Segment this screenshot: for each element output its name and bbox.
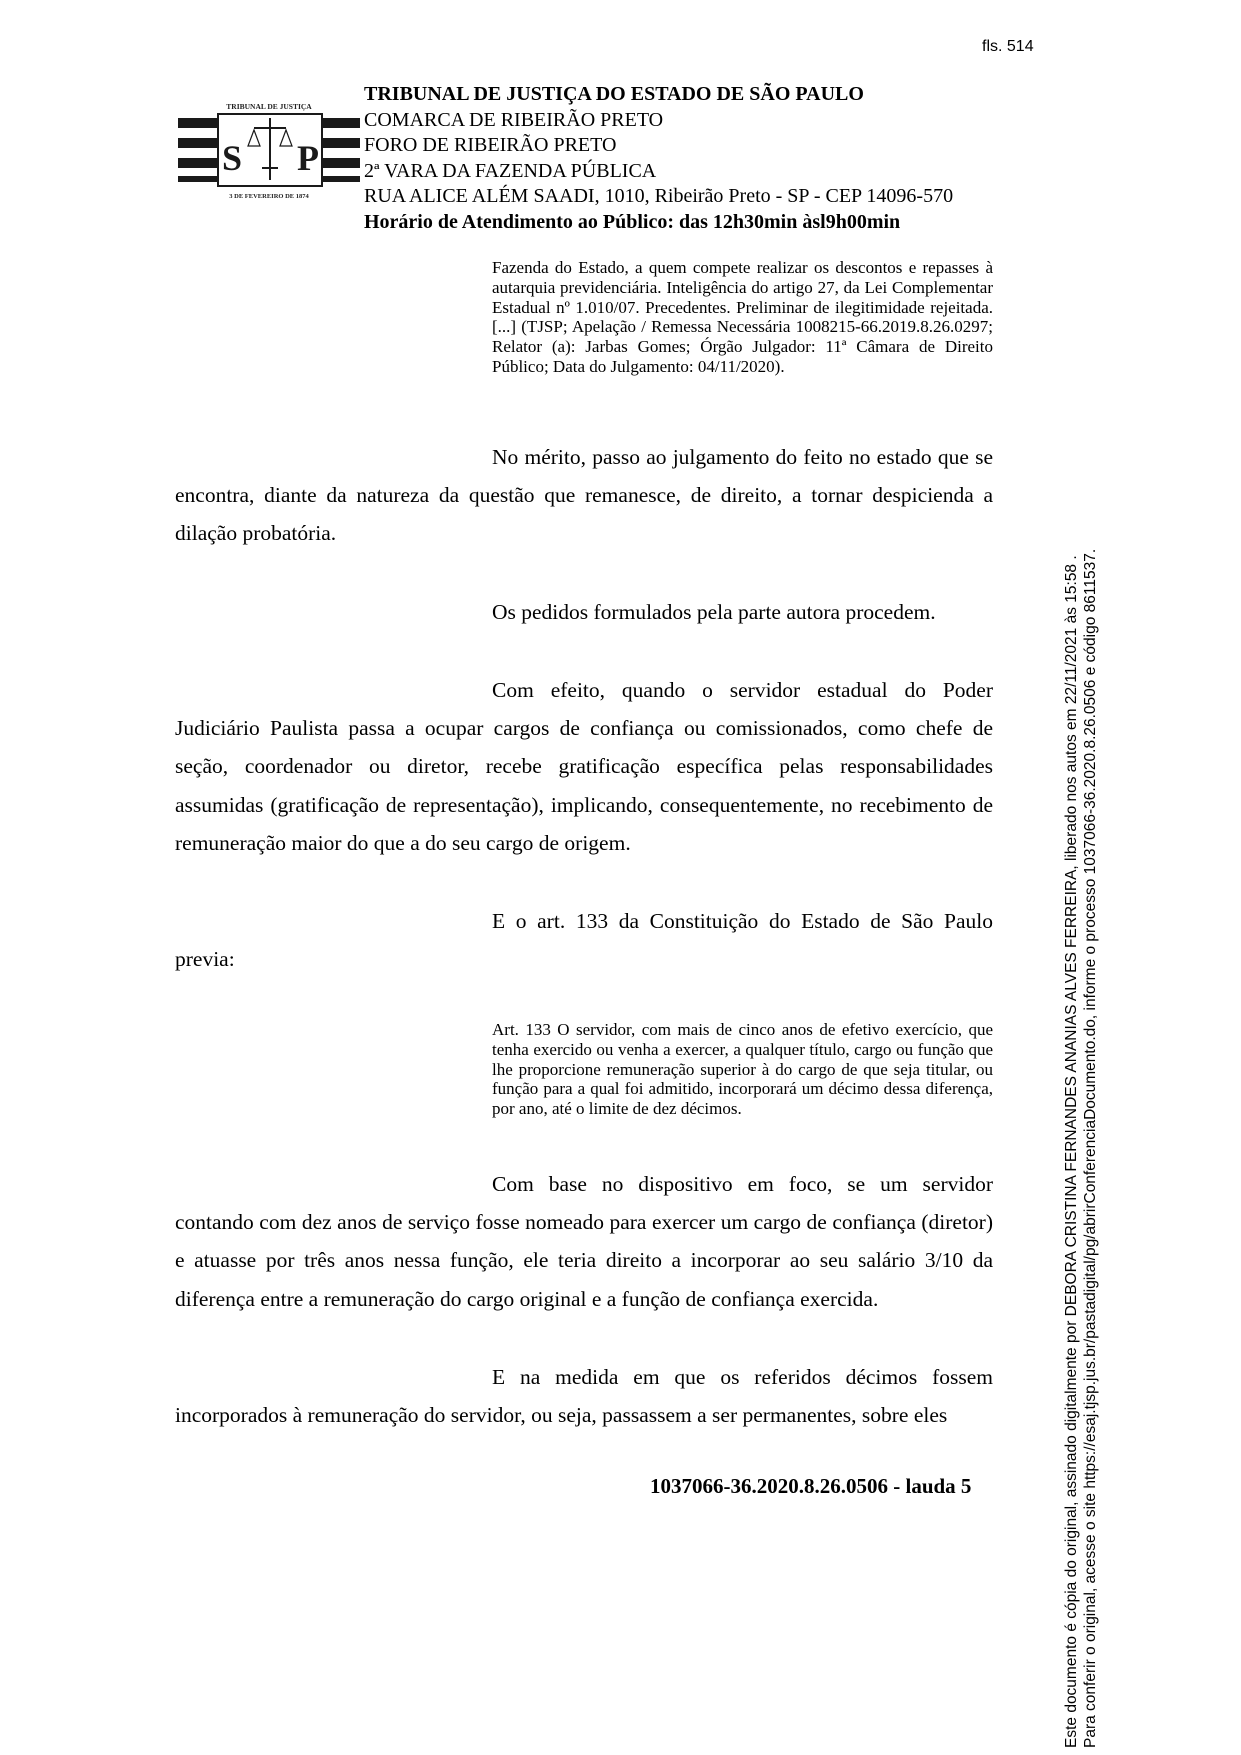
signature-note-line-1: Este documento é cópia do original, assinado digitalmente por DEBORA CRISTINA FERNANDES ANANIAS ALVES FERREIRA, liberado nos autos em 22/11/2021 às 15:58 . (1063, 555, 1080, 1748)
paragraph-art-133-intro: E o art. 133 da Constituição do Estado de São Paulo previa: (175, 909, 993, 972)
svg-text:S: S (221, 138, 243, 178)
process-footer: 1037066-36.2020.8.26.0506 - lauda 5 (650, 1474, 972, 1498)
paragraph-merito: No mérito, passo ao julgamento do feito no estado que se encontra, diante da natureza da questão que remanesce, de direito, a tornar despicienda a dilação probatória. (175, 445, 993, 546)
svg-text:3 DE FEVEREIRO DE 1874: 3 DE FEVEREIRO DE 1874 (229, 193, 309, 200)
paragraph-com-base: Com base no dispositivo em foco, se um servidor contando com dez anos de serviço fosse nomeado para exercer um cargo de confiança (diretor) e atuasse por três anos nessa função, ele teria direito a incorporar ao seu salário 3/10 da diferença entre a remuneração do cargo original e a função de confiança exercida. (175, 1172, 993, 1311)
court-seal-logo (178, 72, 360, 204)
court-name: TRIBUNAL DE JUSTIÇA DO ESTADO DE SÃO PAULO (364, 83, 864, 105)
paragraph-decimos: E na medida em que os referidos décimos fossem incorporados à remuneração do servidor, ou seja, passassem a ser permanentes, sobre eles (175, 1365, 993, 1428)
court-header (364, 82, 953, 235)
svg-text:P: P (297, 138, 319, 178)
foro: FORO DE RIBEIRÃO PRETO (364, 134, 617, 156)
address: RUA ALICE ALÉM SAADI, 1010, Ribeirão Preto - SP - CEP 14096-570 (364, 185, 954, 207)
page-marker: fls. 514 (982, 38, 1034, 55)
paragraph-com-efeito: Com efeito, quando o servidor estadual do Poder Judiciário Paulista passa a ocupar cargos de confiança ou comissionados, como chefe de seção, coordenador ou diretor, recebe gratificação específica pelas responsabilidades assumidas (gratificação de representação), implicando, consequentemente, no recebimento de remuneração maior do que a do seu cargo de origem. (175, 678, 993, 855)
paragraph-procedencia: Os pedidos formulados pela parte autora procedem. (492, 600, 936, 624)
public-hours: Horário de Atendimento ao Público: das 12h30min àsl9h00min (364, 210, 901, 233)
signature-note-line-2: Para conferir o original, acesse o site https://esaj.tjsp.jus.br/pastadigital/pg/abrirConferenciaDocumento.do, informe o processo 1037066-36.2020.8.26.0506 e código 8611537. (1082, 548, 1099, 1748)
svg-text:TRIBUNAL DE JUSTIÇA: TRIBUNAL DE JUSTIÇA (226, 102, 312, 111)
constitution-article-quote: Art. 133 O servidor, com mais de cinco anos de efetivo exercício, que tenha exercido ou venha a exercer, a qualquer título, cargo ou função que lhe proporcione remuneração superior à do cargo de que seja titular, ou função para a qual foi admitido, incorporará um décimo dessa diferença, por ano, até o limite de dez décimos. (492, 1020, 993, 1119)
vara: 2ª VARA DA FAZENDA PÚBLICA (364, 159, 657, 182)
jurisprudence-quote: Fazenda do Estado, a quem compete realizar os descontos e repasses à autarquia previdenciária. Inteligência do artigo 27, da Lei Complementar Estadual nº 1.010/07. Precedentes. Preliminar de ilegitimidade rejeitada. [...] (TJSP; Apelação / Remessa Necessária 1008215-66.2019.8.26.0297; Relator (a): Jarbas Gomes; Órgão Julgador: 11ª Câmara de Direito Público; Data do Julgamento: 04/11/2020). (492, 258, 993, 376)
digital-signature-note (1062, 248, 1100, 1748)
comarca: COMARCA DE RIBEIRÃO PRETO (364, 108, 664, 131)
